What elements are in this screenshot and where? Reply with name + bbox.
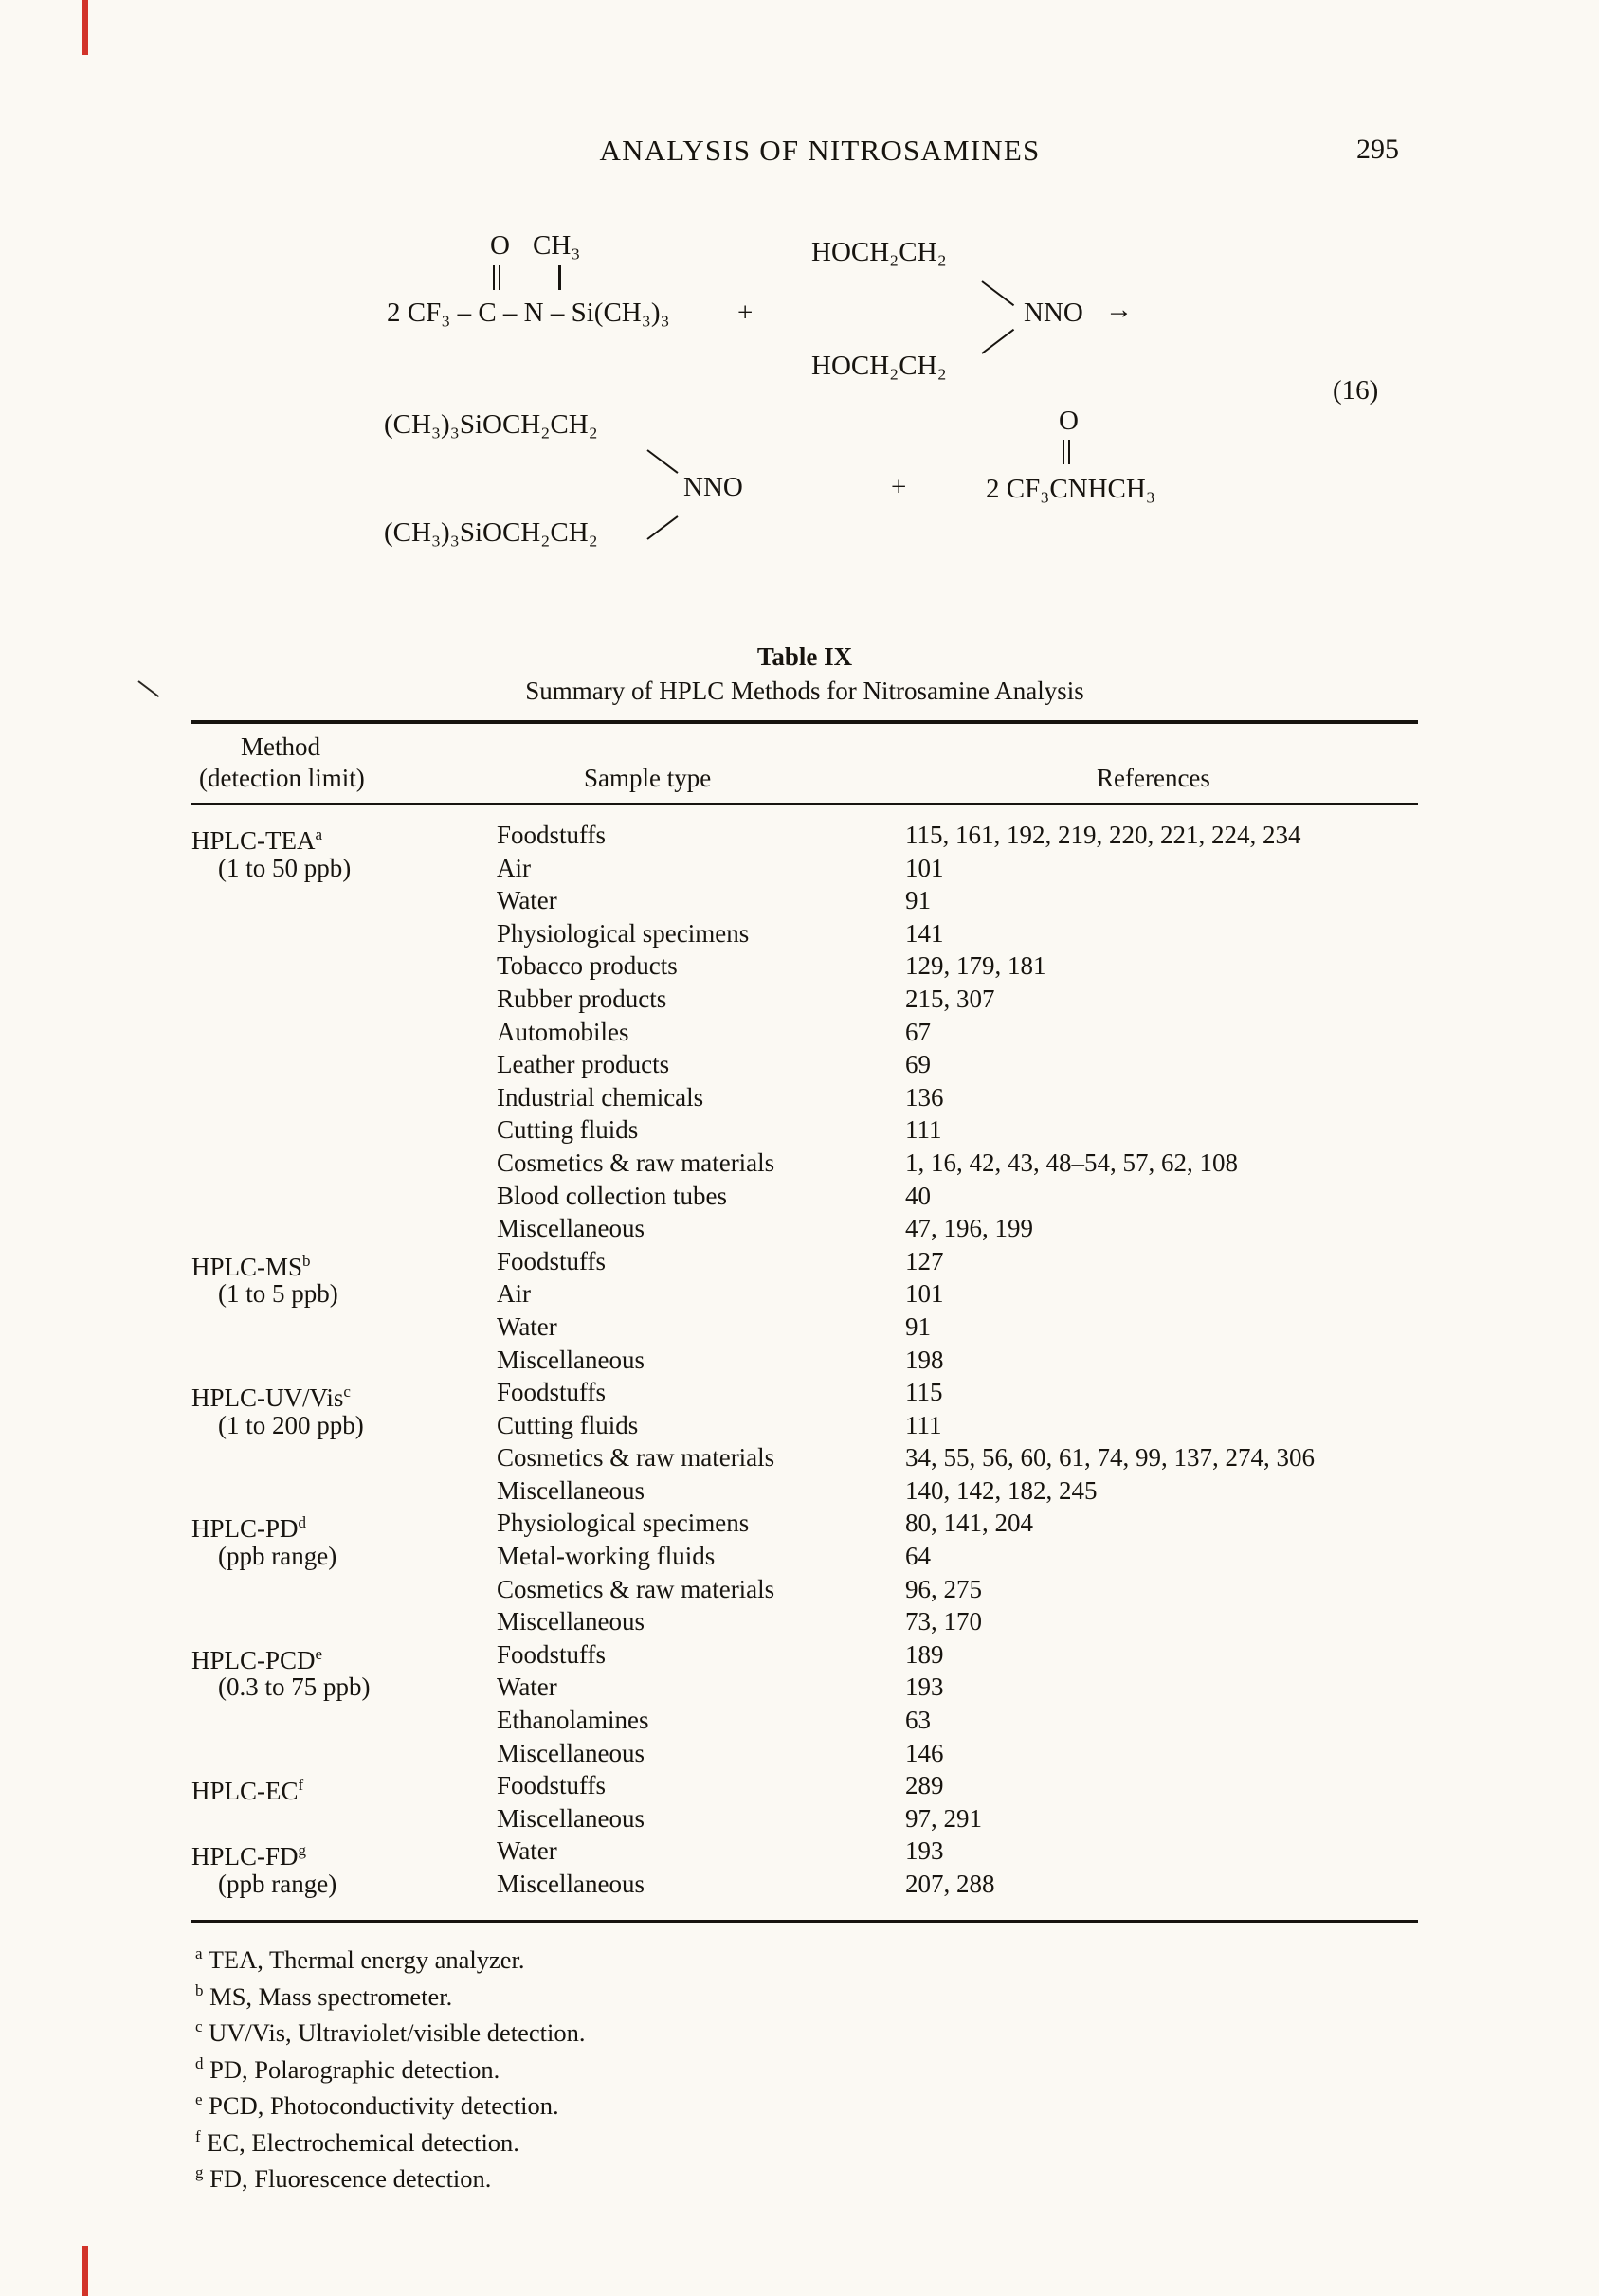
references-cell: 67	[905, 1017, 931, 1046]
reactant1-formula: 2 CF₃ – C – N – Si(CH₃)₃	[387, 298, 670, 328]
detection-limit: (ppb range)	[218, 1542, 337, 1571]
footnote-marker: g	[195, 2163, 204, 2182]
footnote-text: PD, Polarographic detection.	[203, 2054, 500, 2084]
references-cell: 207, 288	[905, 1870, 995, 1898]
pen-mark	[137, 680, 159, 697]
method-cell	[191, 1737, 497, 1770]
carbonyl-oxygen-1: O	[490, 230, 510, 261]
method-cell	[191, 1671, 497, 1704]
references-cell: 215, 307	[905, 984, 995, 1013]
table-row	[191, 1147, 1418, 1180]
column-header-method-line1: Method	[241, 732, 320, 761]
column-header-method	[191, 732, 497, 794]
references-cell: 97, 291	[905, 1803, 982, 1833]
references-cell: 91	[905, 886, 931, 915]
footnote-text: PCD, Photoconductivity detection.	[202, 2091, 559, 2121]
references-cell: 146	[905, 1738, 944, 1767]
sample-cell: Miscellaneous	[497, 1870, 645, 1898]
sample-cell: Miscellaneous	[497, 1738, 645, 1767]
method-label: HPLC-PCD	[191, 1645, 316, 1674]
method-cell	[191, 1605, 497, 1638]
method-label: HPLC-TEA	[191, 826, 316, 855]
sample-cell: Cosmetics & raw materials	[497, 1148, 775, 1177]
detection-limit: (1 to 50 ppb)	[218, 853, 352, 882]
references-cell: 40	[905, 1181, 931, 1210]
reaction-arrow-icon: →	[1105, 295, 1133, 325]
method-cell	[191, 884, 497, 917]
bond-diagonal-icon	[646, 515, 678, 540]
method-cell	[191, 949, 497, 983]
sample-cell: Water	[497, 1672, 557, 1702]
table-row	[191, 1540, 1418, 1573]
sample-cell: Rubber products	[497, 984, 667, 1013]
sample-cell: Water	[497, 1836, 557, 1866]
sample-cell: Physiological specimens	[497, 918, 750, 948]
product2-formula: 2 CF₃CNHCH₃	[986, 474, 1155, 504]
method-footnote-marker: e	[315, 1644, 323, 1663]
sample-cell: Water	[497, 1311, 557, 1341]
table-row	[191, 1180, 1418, 1213]
footnote	[191, 2124, 1418, 2161]
ethanol-arm-top: HOCH₂CH₂	[811, 237, 947, 267]
footnote-text: EC, Electrochemical detection.	[200, 2127, 519, 2157]
table-row	[191, 1737, 1418, 1770]
method-cell	[191, 983, 497, 1016]
sample-cell: Industrial chemicals	[497, 1082, 704, 1112]
table-row	[191, 1081, 1418, 1114]
method-footnote-marker: b	[302, 1251, 311, 1270]
table-row	[191, 1113, 1418, 1147]
sample-cell: Water	[497, 886, 557, 915]
sample-cell: Foodstuffs	[497, 1639, 607, 1669]
references-cell: 193	[905, 1672, 944, 1702]
references-cell: 198	[905, 1345, 944, 1374]
table-row	[191, 917, 1418, 950]
table-row	[191, 1311, 1418, 1344]
sample-cell: Air	[497, 853, 531, 882]
footnote-text: FD, Fluorescence detection.	[203, 2164, 492, 2194]
sample-cell: Leather products	[497, 1050, 670, 1079]
references-cell: 63	[905, 1706, 931, 1735]
method-footnote-marker: a	[315, 825, 323, 843]
table-row	[191, 1344, 1418, 1377]
references-cell: 140, 142, 182, 245	[905, 1475, 1098, 1505]
references-cell: 111	[905, 1410, 942, 1439]
silyl-arm-top: (CH₃)₃SiOCH₂CH₂	[384, 409, 598, 440]
footnote	[191, 2015, 1418, 2052]
method-cell	[191, 1147, 497, 1180]
double-bond-icon	[1063, 440, 1070, 464]
table-row	[191, 1245, 1418, 1281]
footnote-marker: d	[195, 2053, 204, 2072]
references-cell: 101	[905, 1279, 944, 1309]
footnote-text: UV/Vis, Ultraviolet/visible detection.	[202, 2018, 586, 2048]
detection-limit: (1 to 200 ppb)	[218, 1410, 364, 1439]
detection-limit: (1 to 5 ppb)	[218, 1279, 338, 1309]
method-cell	[191, 1311, 497, 1344]
table-row	[191, 1048, 1418, 1081]
sample-cell: Air	[497, 1279, 531, 1309]
page-number: 295	[1356, 134, 1399, 165]
references-cell: 127	[905, 1246, 944, 1275]
footnotes	[191, 1942, 1418, 2197]
references-cell: 96, 275	[905, 1574, 982, 1603]
method-cell	[191, 1180, 497, 1213]
sample-cell: Miscellaneous	[497, 1345, 645, 1374]
footnote-marker: e	[195, 2090, 203, 2109]
table-row	[191, 1474, 1418, 1508]
method-cell	[191, 1016, 497, 1049]
method-cell	[191, 1802, 497, 1835]
sample-cell: Miscellaneous	[497, 1214, 645, 1243]
footnote	[191, 1942, 1418, 1979]
method-cell	[191, 1344, 497, 1377]
column-header-sample: Sample type	[584, 763, 712, 792]
sample-cell: Cosmetics & raw materials	[497, 1443, 775, 1473]
references-cell: 47, 196, 199	[905, 1214, 1033, 1243]
column-header-method-line2: (detection limit)	[199, 763, 365, 792]
references-cell: 189	[905, 1639, 944, 1669]
method-cell	[191, 1212, 497, 1245]
carbonyl-oxygen-2: O	[1059, 406, 1079, 436]
references-cell: 34, 55, 56, 60, 61, 74, 99, 137, 274, 306	[905, 1443, 1315, 1473]
method-footnote-marker: g	[298, 1841, 307, 1860]
method-cell	[191, 1704, 497, 1737]
column-header-references: References	[1097, 763, 1210, 792]
table-row	[191, 1605, 1418, 1638]
table-body	[191, 805, 1418, 1910]
sample-cell: Tobacco products	[497, 951, 678, 981]
double-bond-icon	[493, 265, 500, 290]
sample-cell: Foodstuffs	[497, 821, 607, 849]
references-cell: 69	[905, 1050, 931, 1079]
sample-cell: Cutting fluids	[497, 1410, 639, 1439]
table-row	[191, 1671, 1418, 1704]
references-cell: 115	[905, 1378, 943, 1407]
references-cell: 73, 170	[905, 1607, 982, 1636]
detection-limit: (0.3 to 75 ppb)	[218, 1672, 371, 1702]
footnote-marker: b	[195, 1980, 204, 1999]
method-cell	[191, 1409, 497, 1442]
method-cell	[191, 1441, 497, 1474]
method-cell	[191, 1048, 497, 1081]
table-row	[191, 1704, 1418, 1737]
table-row	[191, 983, 1418, 1016]
table-subtitle: Summary of HPLC Methods for Nitrosamine Analysis	[525, 677, 1084, 705]
single-bond-icon	[558, 265, 561, 290]
sample-cell: Cosmetics & raw materials	[497, 1574, 775, 1603]
method-cell	[191, 1474, 497, 1508]
footnote	[191, 2088, 1418, 2124]
table-rule-bottom	[191, 1920, 1418, 1924]
sample-cell: Metal-working fluids	[497, 1542, 716, 1571]
bond-diagonal-icon	[981, 329, 1014, 354]
references-cell: 289	[905, 1771, 944, 1800]
method-cell	[191, 1113, 497, 1147]
equation-number: (16)	[1333, 375, 1379, 406]
method-cell	[191, 1868, 497, 1901]
references-cell: 141	[905, 918, 944, 948]
scan-artifact-red-bottom	[82, 2246, 88, 2296]
references-cell: 64	[905, 1542, 931, 1571]
footnote-marker: a	[195, 1944, 203, 1963]
sample-cell: Miscellaneous	[497, 1607, 645, 1636]
references-cell: 101	[905, 853, 944, 882]
table-row	[191, 1802, 1418, 1835]
table-header-row	[191, 724, 1418, 803]
method-label: HPLC-EC	[191, 1777, 299, 1806]
footnote	[191, 2052, 1418, 2088]
footnote-text: TEA, Thermal energy analyzer.	[202, 1945, 525, 1975]
footnote	[191, 1979, 1418, 2016]
method-cell	[191, 917, 497, 950]
table-title: Table IX	[756, 642, 853, 671]
references-cell: 129, 179, 181	[905, 951, 1046, 981]
sample-cell: Physiological specimens	[497, 1509, 750, 1538]
sample-cell: Cutting fluids	[497, 1115, 639, 1145]
table-row	[191, 1835, 1418, 1871]
method-cell	[191, 1081, 497, 1114]
sample-cell: Blood collection tubes	[497, 1181, 727, 1210]
nno-group-product: NNO	[683, 472, 743, 502]
method-footnote-marker: d	[298, 1513, 307, 1532]
sample-cell: Foodstuffs	[497, 1771, 607, 1800]
method-footnote-marker: c	[343, 1383, 351, 1401]
plus-sign-1: +	[737, 298, 754, 328]
n-methyl-group: CH₃	[533, 230, 581, 261]
detection-limit: (ppb range)	[218, 1870, 337, 1898]
silyl-arm-bottom: (CH₃)₃SiOCH₂CH₂	[384, 517, 598, 548]
sample-cell: Foodstuffs	[497, 1246, 607, 1275]
table-row	[191, 1769, 1418, 1806]
method-footnote-marker: f	[298, 1776, 304, 1795]
table-row	[191, 1212, 1418, 1245]
footnote-marker: c	[195, 2017, 203, 2036]
table-row	[191, 949, 1418, 983]
table-row	[191, 1507, 1418, 1544]
method-label: HPLC-FD	[191, 1842, 299, 1871]
table-row	[191, 1868, 1418, 1901]
references-cell: 111	[905, 1115, 942, 1145]
table-row	[191, 1376, 1418, 1413]
references-cell: 1, 16, 42, 43, 48–54, 57, 62, 108	[905, 1148, 1238, 1177]
sample-cell: Miscellaneous	[497, 1475, 645, 1505]
footnote-marker: f	[195, 2126, 201, 2145]
method-label: HPLC-MS	[191, 1252, 303, 1281]
table-row	[191, 1277, 1418, 1311]
table-ix	[191, 641, 1418, 2197]
method-label: HPLC-PD	[191, 1514, 299, 1544]
sample-cell: Miscellaneous	[497, 1803, 645, 1833]
table-row	[191, 1409, 1418, 1442]
references-cell: 136	[905, 1082, 944, 1112]
footnote-text: MS, Mass spectrometer.	[203, 1981, 453, 2011]
table-row	[191, 884, 1418, 917]
plus-sign-2: +	[891, 472, 907, 502]
method-cell	[191, 1573, 497, 1606]
table-row	[191, 819, 1418, 855]
table-row	[191, 1441, 1418, 1474]
ethanol-arm-bottom: HOCH₂CH₂	[811, 351, 947, 381]
table-row	[191, 852, 1418, 885]
scan-artifact-red-top	[82, 0, 88, 55]
table-row	[191, 1016, 1418, 1049]
references-cell: 91	[905, 1311, 931, 1341]
sample-cell: Foodstuffs	[497, 1378, 607, 1407]
table-row	[191, 1573, 1418, 1606]
sample-cell: Automobiles	[497, 1017, 629, 1046]
method-label: HPLC-UV/Vis	[191, 1383, 344, 1413]
footnote	[191, 2160, 1418, 2197]
references-cell: 115, 161, 192, 219, 220, 221, 224, 234	[905, 821, 1301, 849]
method-cell	[191, 1540, 497, 1573]
nno-group-reactant: NNO	[1024, 298, 1083, 328]
bond-diagonal-icon	[981, 280, 1014, 306]
bond-diagonal-icon	[646, 449, 678, 474]
method-cell	[191, 852, 497, 885]
running-head-title: ANALYSIS OF NITROSAMINES	[599, 134, 1041, 167]
references-cell: 80, 141, 204	[905, 1509, 1033, 1538]
table-row	[191, 1638, 1418, 1672]
sample-cell: Ethanolamines	[497, 1706, 649, 1735]
references-cell: 193	[905, 1836, 944, 1866]
method-cell	[191, 1277, 497, 1311]
